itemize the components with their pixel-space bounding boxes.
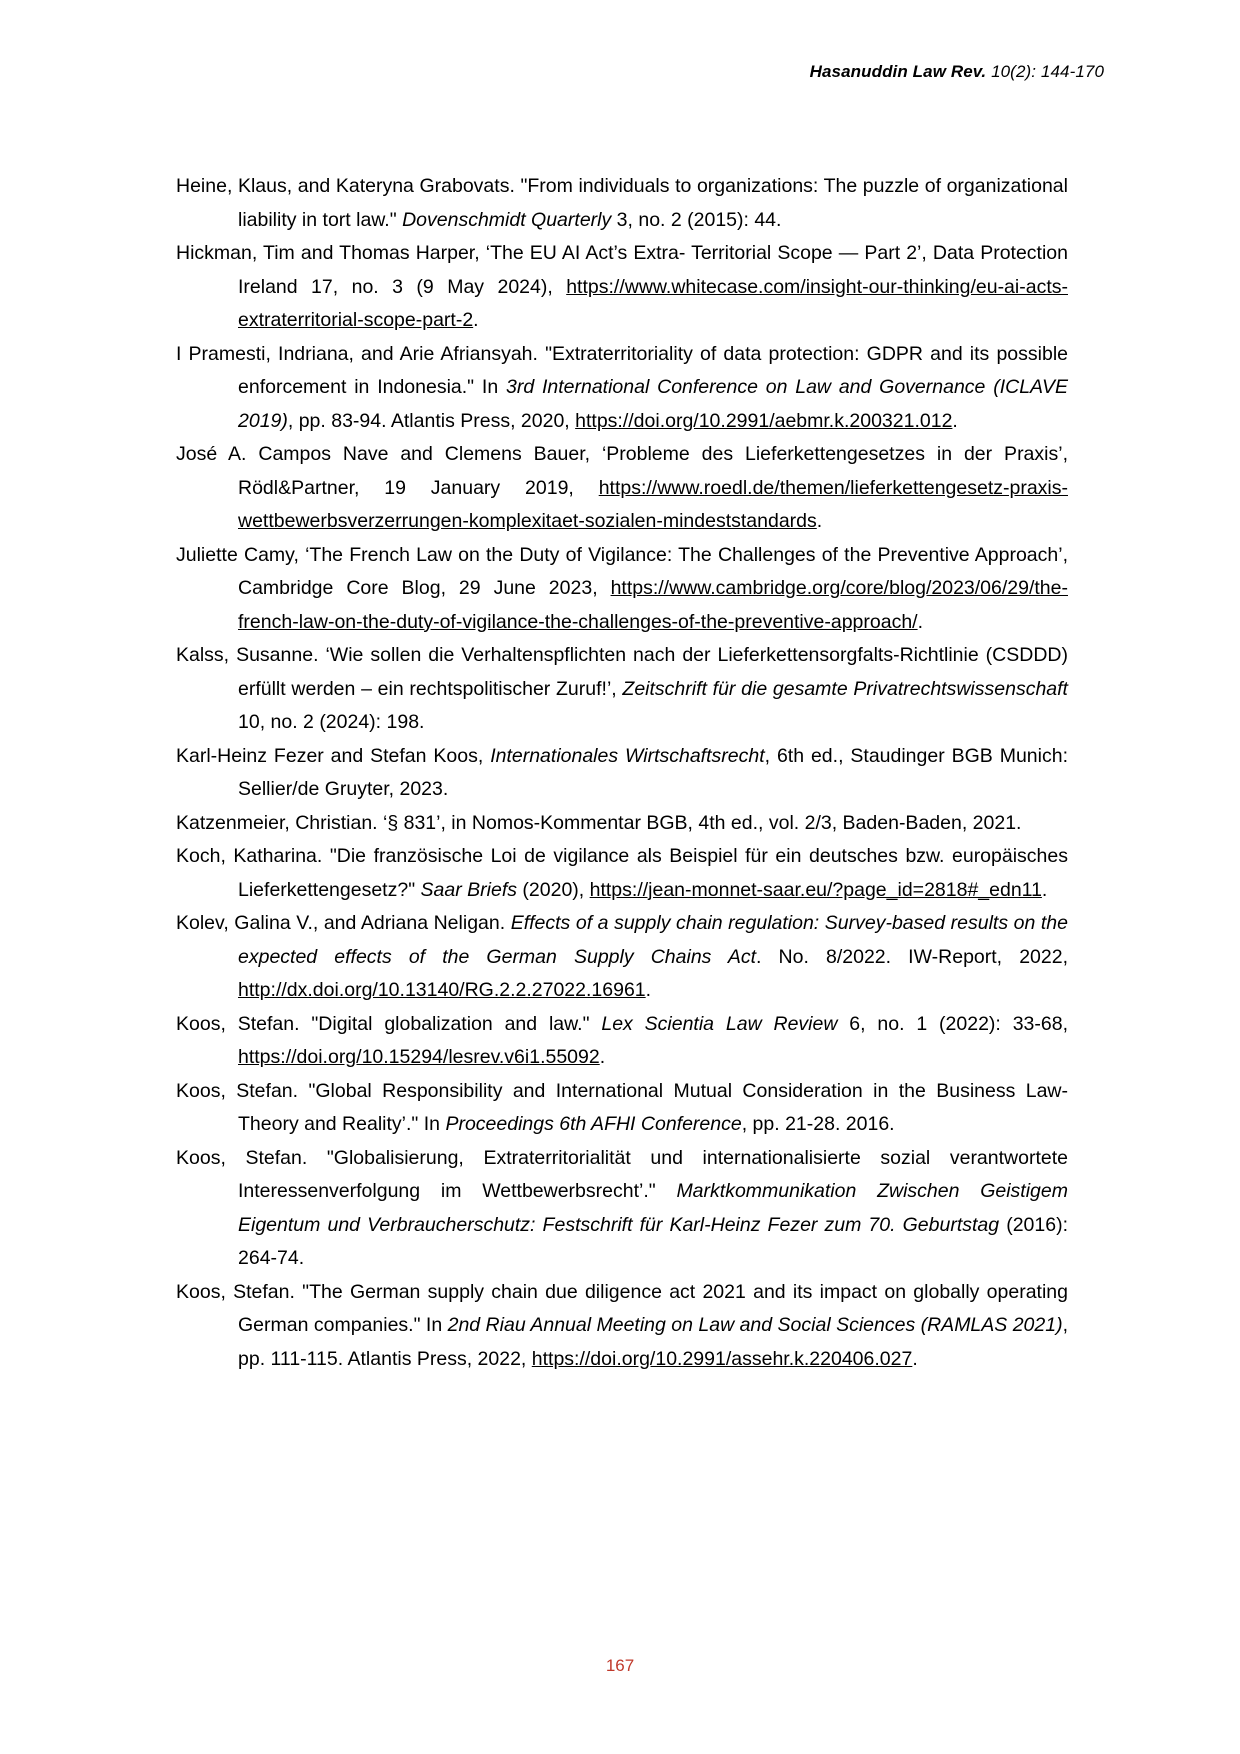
- reference-entry: Kolev, Galina V., and Adriana Neligan. Effects of a supply chain regulation: Survey-based results on the expected effects of the German Supply Chains Act. No. 8/2022. IW-Report, 2022, http://dx.doi.org/10.13140/RG.2.2.27022.16961.: [176, 912, 1069, 1001]
- reference-link[interactable]: https://doi.org/10.15294/lesrev.v6i1.55092: [238, 1046, 600, 1068]
- reference-entry: I Pramesti, Indriana, and Arie Afriansyah. "Extraterritoriality of data protection: GDPR and its possible enforcement in Indonesia." In 3rd International Conference on Law and Governance (ICLAVE 2019), pp. 83-94. Atlantis Press, 2020, https://doi.org/10.2991/aebmr.k.200321.012.: [176, 342, 1068, 432]
- reference-link[interactable]: https://www.roedl.de/themen/lieferkettengesetz-praxis-wettbewerbsverzerrungen-komplexitaet-sozialen-mindeststandards: [238, 476, 1068, 532]
- running-head-issue: 10(2): 144-170: [986, 62, 1104, 81]
- reference-entry: Koos, Stefan. "Digital globalization and law." Lex Scientia Law Review 6, no. 1 (2022): 33-68, https://doi.org/10.15294/lesrev.v6i1.55092.: [176, 1012, 1068, 1068]
- reference-link[interactable]: https://www.whitecase.com/insight-our-thinking/eu-ai-acts-extraterritorial-scope-part-2: [238, 275, 1068, 331]
- reference-entry: José A. Campos Nave and Clemens Bauer, ‘Probleme des Lieferkettengesetzes in der Praxis’, Rödl&Partner, 19 January 2019, https://www.roedl.de/themen/lieferkettengesetz-praxis-wettbewerbsverzerrungen-komplexitaet-sozialen-mindeststandards.: [176, 443, 1068, 532]
- italic-title: Proceedings 6th AFHI Conference: [445, 1113, 742, 1135]
- reference-link[interactable]: https://www.cambridge.org/core/blog/2023/06/29/the-french-law-on-the-duty-of-vigilance-the-challenges-of-the-preventive-approach/: [238, 577, 1068, 633]
- reference-entry: Karl-Heinz Fezer and Stefan Koos, Internationales Wirtschaftsrecht, 6th ed., Staudinger BGB Munich: Sellier/de Gruyter, 2023.: [176, 744, 1068, 800]
- italic-title: Zeitschrift für die gesamte Privatrechtswissenschaft: [622, 677, 1068, 700]
- reference-entry: Koos, Stefan. "Globalisierung, Extraterritorialität und internationalisierte sozial verantwortete Interessenverfolgung im Wettbewerbsrecht’." Marktkommunikation Zwischen Geistigem Eigentum und Verbraucherschutz: Festschrift für Karl-Heinz Fezer zum 70. Geburtstag (2016): 264-74.: [176, 1146, 1069, 1269]
- italic-title: Lex Scientia Law Review: [601, 1012, 838, 1035]
- italic-title: 2nd Riau Annual Meeting on Law and Social Sciences (RAMLAS 2021): [447, 1314, 1063, 1336]
- italic-title: Marktkommunikation Zwischen Geistigem Eigentum und Verbraucherschutz: Festschrift für Karl-Heinz Fezer zum 70. Geburtstag: [238, 1180, 1068, 1236]
- italic-title: 3rd International Conference on Law and Governance (ICLAVE 2019): [238, 376, 1068, 432]
- italic-title: Dovenschmidt Quarterly: [402, 208, 612, 231]
- italic-title: Internationales Wirtschaftsrecht: [490, 744, 765, 767]
- reference-link[interactable]: https://doi.org/10.2991/aebmr.k.200321.012: [575, 409, 953, 432]
- reference-list: [176, 170, 1068, 1376]
- reference-entry: Hickman, Tim and Thomas Harper, ‘The EU AI Act’s Extra- Territorial Scope — Part 2’, Data Protection Ireland 17, no. 3 (9 May 2024), https://www.whitecase.com/insight-our-thinking/eu-ai-acts-extraterritorial-scope-part-2.: [176, 242, 1068, 331]
- reference-link[interactable]: https://jean-monnet-saar.eu/?page_id=2818#_edn11: [589, 878, 1042, 901]
- italic-title: Effects of a supply chain regulation: Survey-based results on the expected effects of the German Supply Chains Act: [238, 912, 1068, 968]
- reference-entry: Katzenmeier, Christian. ‘§ 831’, in Nomos-Kommentar BGB, 4th ed., vol. 2/3, Baden-Baden, 2021.: [176, 811, 1022, 834]
- running-head-journal: Hasanuddin Law Rev.: [809, 62, 987, 81]
- reference-entry: Juliette Camy, ‘The French Law on the Duty of Vigilance: The Challenges of the Preventive Approach’, Cambridge Core Blog, 29 June 2023, https://www.cambridge.org/core/blog/2023/06/29/the-french-law-on-the-duty-of-vigilance-the-challenges-of-the-preventive-approach/.: [176, 543, 1068, 633]
- reference-entry: Kalss, Susanne. ‘Wie sollen die Verhaltenspflichten nach der Lieferkettensorgfalts-Richtlinie (CSDDD) erfüllt werden – ein rechtspolitischer Zuruf!’, Zeitschrift für die gesamte Privatrechtswissenschaft 10, no. 2 (2024): 198.: [176, 644, 1068, 733]
- running-head: [810, 62, 1104, 82]
- italic-title: Saar Briefs: [420, 878, 517, 901]
- reference-link[interactable]: https://doi.org/10.2991/assehr.k.220406.027: [531, 1347, 913, 1370]
- reference-entry: Koch, Katharina. "Die französische Loi de vigilance als Beispiel für ein deutsches bzw. europäisches Lieferkettengesetz?" Saar Briefs (2020), https://jean-monnet-saar.eu/?page_id=2818#_edn11.: [176, 845, 1068, 901]
- reference-entry: Heine, Klaus, and Kateryna Grabovats. "From individuals to organizations: The puzzle of organizational liability in tort law." Dovenschmidt Quarterly 3, no. 2 (2015): 44.: [176, 175, 1068, 231]
- reference-entry: Koos, Stefan. "Global Responsibility and International Mutual Consideration in the Business Law-Theory and Reality’." In Proceedings 6th AFHI Conference, pp. 21-28. 2016.: [176, 1079, 1068, 1135]
- reference-link[interactable]: http://dx.doi.org/10.13140/RG.2.2.27022.16961: [238, 979, 646, 1001]
- page-number: 167: [605, 1656, 635, 1675]
- reference-entry: Koos, Stefan. "The German supply chain due diligence act 2021 and its impact on globally operating German companies." In 2nd Riau Annual Meeting on Law and Social Sciences (RAMLAS 2021), pp. 111-115. Atlantis Press, 2022, https://doi.org/10.2991/assehr.k.220406.027.: [176, 1280, 1069, 1370]
